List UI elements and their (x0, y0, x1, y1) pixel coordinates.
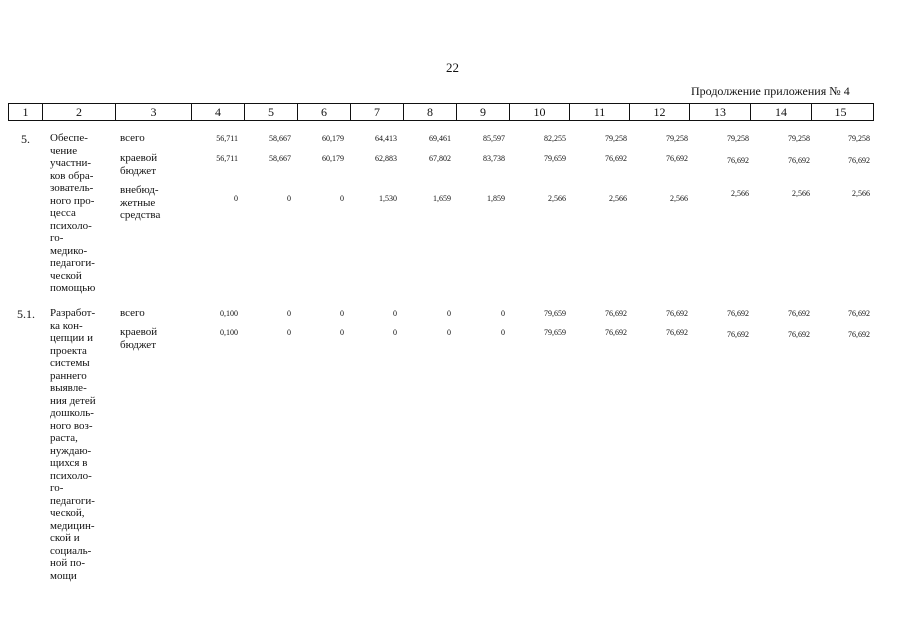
value-cell: 2,566 (852, 189, 870, 198)
value-cell: 0 (447, 328, 451, 337)
header-cell: 14 (751, 104, 812, 120)
value-cell: 76,692 (727, 309, 749, 318)
header-cell: 15 (834, 105, 847, 119)
value-cell: 0 (287, 194, 291, 203)
value-cell: 76,692 (788, 330, 810, 339)
value-cell: 56,711 (216, 154, 238, 163)
value-cell: 79,258 (788, 134, 810, 143)
value-cell: 1,530 (379, 194, 397, 203)
value-cell: 76,692 (666, 309, 688, 318)
value-cell: 58,667 (269, 134, 291, 143)
value-cell: 0 (393, 309, 397, 318)
value-cell: 67,802 (429, 154, 451, 163)
value-cell: 2,566 (670, 194, 688, 203)
value-cell: 58,667 (269, 154, 291, 163)
value-cell: 76,692 (605, 154, 627, 163)
value-cell: 76,692 (605, 309, 627, 318)
header-cell: 2 (43, 104, 116, 120)
page-number: 22 (446, 60, 459, 75)
header-cell: 12 (630, 104, 690, 120)
value-cell: 60,179 (322, 154, 344, 163)
value-cell: 62,883 (375, 154, 397, 163)
funding-source-label: краевой бюджет (120, 152, 158, 177)
value-cell: 0 (287, 328, 291, 337)
value-cell: 0 (447, 309, 451, 318)
value-cell: 1,659 (433, 194, 451, 203)
value-cell: 0 (393, 328, 397, 337)
header-cell: 3 (116, 104, 192, 120)
value-cell: 0,100 (220, 309, 238, 318)
value-cell: 79,258 (727, 134, 749, 143)
value-cell: 76,692 (727, 330, 749, 339)
value-cell: 76,692 (605, 328, 627, 337)
row-number: 5.1. (17, 307, 35, 321)
value-cell: 0 (340, 328, 344, 337)
value-cell: 2,566 (548, 194, 566, 203)
value-cell: 83,738 (483, 154, 505, 163)
header-cell: 13 (690, 104, 751, 120)
header-cell: 11 (570, 104, 630, 120)
value-cell: 79,258 (666, 134, 688, 143)
header-cell: 8 (404, 104, 457, 120)
value-cell: 76,692 (788, 156, 810, 165)
value-cell: 79,258 (848, 134, 870, 143)
value-cell: 69,461 (429, 134, 451, 143)
value-cell: 76,692 (848, 156, 870, 165)
funding-source-label: всего (120, 132, 145, 144)
value-cell: 76,692 (666, 328, 688, 337)
value-cell: 0 (340, 194, 344, 203)
value-cell: 56,711 (216, 134, 238, 143)
value-cell: 60,179 (322, 134, 344, 143)
continuation-caption: Продолжение приложения № 4 (691, 84, 850, 98)
row-name: Разработ- ка кон- цепции и проекта системы раннего выявле- ния детей дошколь- ного воз- раста, нуждаю- щихся в психоло- го- педагоги- ческой, медицин- ской и социаль- ной по- мощи (50, 307, 96, 582)
value-cell: 0 (501, 328, 505, 337)
value-cell: 85,597 (483, 134, 505, 143)
funding-source-label: внебюд- жетные средства (120, 184, 161, 221)
value-cell: 0 (340, 309, 344, 318)
value-cell: 2,566 (731, 189, 749, 198)
value-cell: 0 (287, 309, 291, 318)
header-cell: 4 (192, 104, 245, 120)
header-cell: 1 (9, 104, 43, 120)
row-name: Обеспе- чение участни- ков обра- зователь- ного про- цесса психоло- го- медико- педагоги- ческой помощью (50, 132, 96, 294)
header-cell: 6 (298, 104, 351, 120)
header-cell: 9 (457, 104, 510, 120)
header-cell: 7 (351, 104, 404, 120)
value-cell: 64,413 (375, 134, 397, 143)
value-cell: 82,255 (544, 134, 566, 143)
row-number: 5. (21, 132, 30, 146)
value-cell: 76,692 (848, 330, 870, 339)
value-cell: 79,258 (605, 134, 627, 143)
value-cell: 2,566 (609, 194, 627, 203)
value-cell: 76,692 (848, 309, 870, 318)
value-cell: 0,100 (220, 328, 238, 337)
value-cell: 1,859 (487, 194, 505, 203)
value-cell: 0 (234, 194, 238, 203)
value-cell: 0 (501, 309, 505, 318)
value-cell: 79,659 (544, 309, 566, 318)
header-cell: 5 (245, 104, 298, 120)
value-cell: 76,692 (727, 156, 749, 165)
value-cell: 76,692 (788, 309, 810, 318)
value-cell: 2,566 (792, 189, 810, 198)
table-header-row (8, 103, 874, 121)
header-cell: 10 (510, 104, 570, 120)
value-cell: 79,659 (544, 154, 566, 163)
funding-source-label: всего (120, 307, 145, 319)
funding-source-label: краевой бюджет (120, 326, 158, 351)
value-cell: 76,692 (666, 154, 688, 163)
value-cell: 79,659 (544, 328, 566, 337)
